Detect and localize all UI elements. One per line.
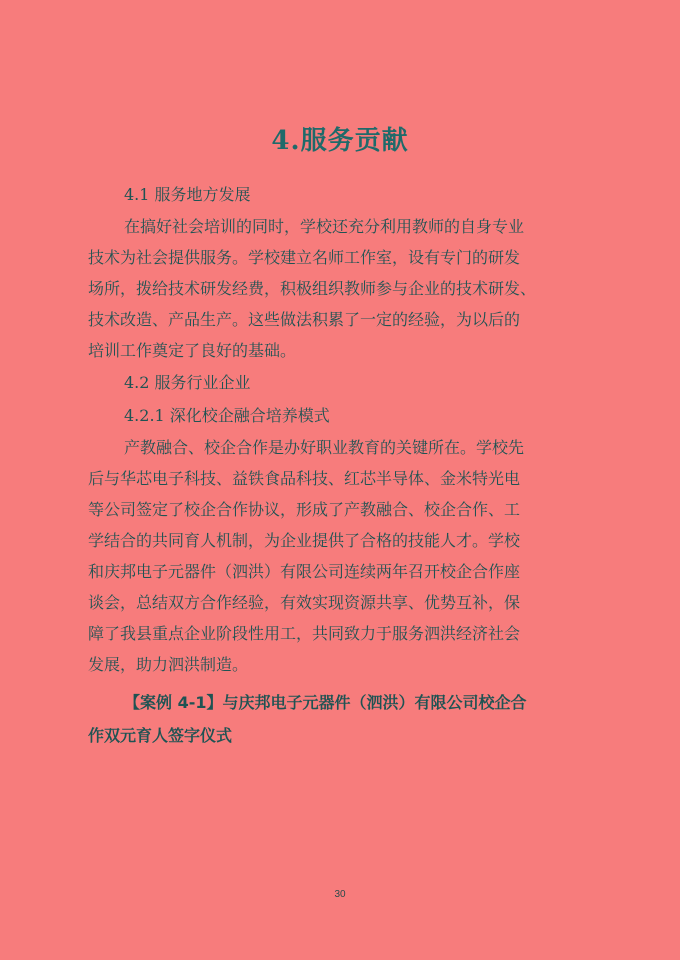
document-body [88, 178, 596, 752]
paragraph-line: 和庆邦电子元器件（泗洪）有限公司连续两年召开校企合作座 [88, 562, 521, 581]
paragraph-line: 发展，助力泗洪制造。 [88, 655, 249, 674]
paragraph-line: 技术为社会提供服务。学校建立名师工作室，设有专门的研发 [88, 248, 521, 267]
paragraph-line: 在搞好社会培训的同时，学校还充分利用教师的自身专业 [124, 217, 525, 236]
paragraph-line: 谈会，总结双方合作经验，有效实现资源共享、优势互补，保 [88, 593, 521, 612]
paragraph-line: 后与华芯电子科技、益铁食品科技、红芯半导体、金米特光电 [88, 469, 521, 488]
page-title: 4.服务贡献 [271, 126, 409, 156]
paragraph-line: 产教融合、校企合作是办好职业教育的关键所在。学校先 [124, 438, 525, 457]
page-number: 30 [334, 889, 346, 900]
case-title-line: 作双元育人签字仪式 [88, 726, 233, 745]
paragraph-line: 场所，拨给技术研发经费，积极组织教师参与企业的技术研发、 [88, 279, 537, 298]
section-4-2-1-paragraph [88, 432, 596, 680]
section-4-1-paragraph [88, 211, 596, 366]
section-heading-4-1: 4.1 服务地方发展 [124, 185, 251, 204]
paragraph-line: 培训工作奠定了良好的基础。 [88, 341, 297, 360]
paragraph-line: 技术改造、产品生产。这些做法积累了一定的经验，为以后的 [88, 310, 521, 329]
case-title-line: 【案例 4-1】与庆邦电子元器件（泗洪）有限公司校企合 [124, 693, 527, 712]
paragraph-line: 学结合的共同育人机制，为企业提供了合格的技能人才。学校 [88, 531, 521, 550]
section-heading-4-2-1: 4.2.1 深化校企融合培养模式 [124, 406, 330, 425]
section-heading-4-2: 4.2 服务行业企业 [124, 373, 251, 392]
paragraph-line: 等公司签定了校企合作协议，形成了产教融合、校企合作、工 [88, 500, 521, 519]
case-title [88, 686, 596, 752]
paragraph-line: 障了我县重点企业阶段性用工，共同致力于服务泗洪经济社会 [88, 624, 521, 643]
